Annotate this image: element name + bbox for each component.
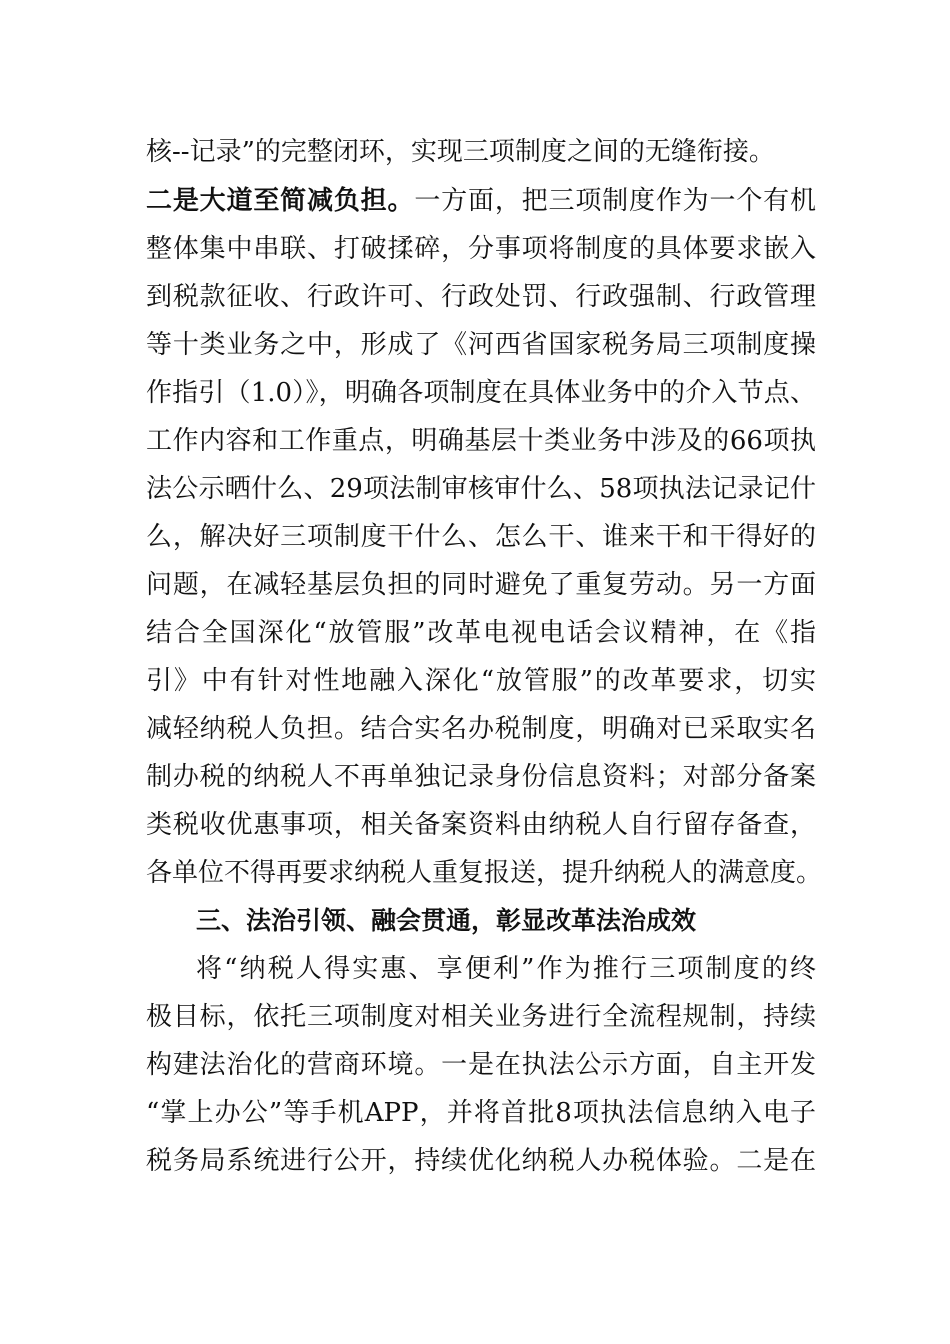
paragraph2-line-4: 等十类业务之中，形成了《河西省国家税务局三项制度操 [146,330,816,360]
paragraph1-line-1: 核--记录”的完整闭环，实现三项制度之间的无缝衔接。 [146,137,775,167]
paragraph2-line-6: 工作内容和工作重点，明确基层十类业务中涉及的66项执 [146,426,816,456]
paragraph2-line-8: 么，解决好三项制度干什么、怎么干、谁来干和干得好的 [146,522,816,552]
paragraph2-line-2: 整体集中串联、打破揉碎，分事项将制度的具体要求嵌入 [146,234,816,264]
paragraph3-line-1: 将“纳税人得实惠、享便利”作为推行三项制度的终 [196,954,816,984]
paragraph2-line-13: 制办税的纳税人不再单独记录身份信息资料；对部分备案 [146,762,816,792]
paragraph2-first-line-rest: 一方面，把三项制度作为一个有机 [414,186,816,216]
paragraph3-line-5: 税务局系统进行公开，持续优化纳税人办税体验。二是在 [146,1146,816,1176]
paragraph2-line-3: 到税款征收、行政许可、行政处罚、行政强制、行政管理 [146,282,816,312]
paragraph2-line-12: 减轻纳税人负担。结合实名办税制度，明确对已采取实名 [146,714,816,744]
paragraph2-line-11: 引》中有针对性地融入深化“放管服”的改革要求，切实 [146,666,816,696]
section-heading: 三、法治引领、融会贯通，彰显改革法治成效 [196,906,697,935]
paragraph3-line-2: 极目标，依托三项制度对相关业务进行全流程规制，持续 [146,1002,816,1032]
paragraph3-line-3: 构建法治化的营商环境。一是在执法公示方面，自主开发 [146,1050,816,1080]
paragraph2-line-14: 类税收优惠事项，相关备案资料由纳税人自行留存备查， [146,810,816,840]
paragraph2-line-10: 结合全国深化“放管服”改革电视电话会议精神，在《指 [146,618,816,648]
paragraph2-line-7: 法公示晒什么、29项法制审核审什么、58项执法记录记什 [146,474,816,504]
paragraph2-line-9: 问题，在减轻基层负担的同时避免了重复劳动。另一方面 [146,570,816,600]
paragraph2-bold-lead: 二是大道至简减负担。 [146,186,415,216]
paragraph2-line-15: 各单位不得再要求纳税人重复报送，提升纳税人的满意度。 [146,858,823,888]
paragraph2-line-5: 作指引（1.0）》，明确各项制度在具体业务中的介入节点、 [146,378,816,408]
paragraph2-line-1 [146,181,816,221]
paragraph3-line-4: “掌上办公”等手机APP，并将首批8项执法信息纳入电子 [146,1098,816,1128]
